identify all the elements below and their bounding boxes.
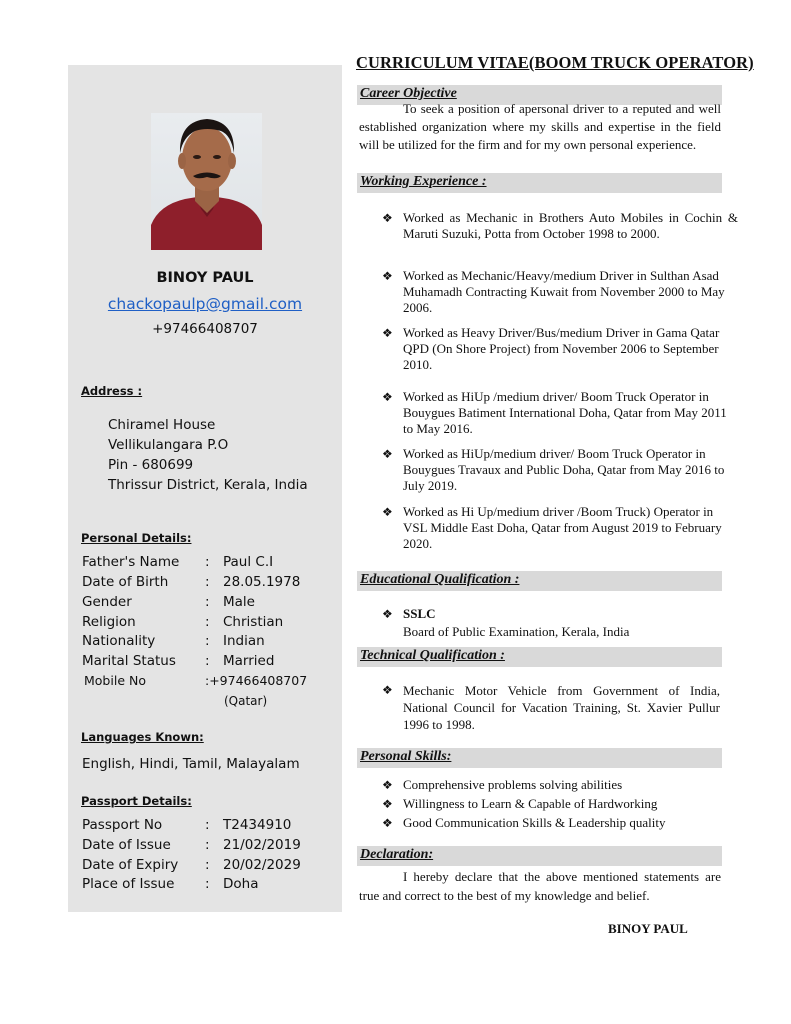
passport-value: Doha [223, 876, 259, 892]
detail-separator: : [205, 653, 210, 669]
mobile-note: (Qatar) [224, 694, 268, 708]
passport-heading: Passport Details: [81, 794, 192, 808]
detail-value: 28.05.1978 [223, 574, 301, 590]
languages-text: English, Hindi, Tamil, Malayalam [82, 756, 300, 772]
education-heading: Educational Qualification : [360, 572, 520, 587]
passport-separator: : [205, 817, 210, 833]
detail-separator: : [205, 574, 210, 590]
detail-value: Married [223, 653, 275, 669]
detail-label: Nationality [82, 633, 156, 649]
declaration-body: I hereby declare that the above mentioned statements are true and correct to the best of my knowledge and belief. [359, 869, 721, 903]
bullet-icon: ❖ [382, 816, 393, 830]
bullet-icon: ❖ [382, 211, 393, 225]
experience-text: Worked as Heavy Driver/Bus/medium Driver in Gama Qatar QPD (On Shore Project) from November 2006 to September 2010. [403, 325, 720, 372]
detail-label: Religion [82, 614, 136, 630]
passport-separator: : [205, 876, 210, 892]
skill-text: Willingness to Learn & Capable of Hardworking [403, 796, 658, 811]
bullet-icon: ❖ [382, 447, 393, 461]
languages-heading: Languages Known: [81, 730, 204, 744]
skill-text: Comprehensive problems solving abilities [403, 777, 623, 792]
document-title: CURRICULUM VITAE(BOOM TRUCK OPERATOR) [356, 53, 754, 72]
detail-value: Male [223, 594, 255, 610]
skill-text: Good Communication Skills & Leadership quality [403, 815, 666, 830]
detail-label: Marital Status [82, 653, 176, 669]
detail-separator: : [205, 594, 210, 610]
education-title: SSLC [403, 606, 436, 621]
experience-text: Worked as Hi Up/medium driver /Boom Truck) Operator in VSL Middle East Doha, Qatar from August 2019 to February 2020. [403, 504, 722, 551]
detail-label: Father's Name [82, 554, 180, 570]
passport-label: Date of Issue [82, 837, 171, 853]
declaration-text [359, 867, 721, 905]
address-line: Chiramel House [108, 417, 216, 433]
passport-value: T2434910 [223, 817, 292, 833]
education-header [357, 571, 722, 591]
passport-separator: : [205, 837, 210, 853]
detail-value: Christian [223, 614, 284, 630]
skills-header [357, 748, 722, 768]
signature-name: BINOY PAUL [608, 921, 688, 936]
bullet-icon: ❖ [382, 269, 393, 283]
phone-number: +97466408707 [152, 321, 258, 337]
bullet-icon: ❖ [382, 778, 393, 792]
bullet-icon: ❖ [382, 683, 393, 697]
passport-value: 20/02/2029 [223, 857, 301, 873]
career-objective-body: To seek a position of apersonal driver to a reputed and well established organization where my skills and expertise in the field will be utilized for the firm and for my own personal experience. [359, 101, 721, 152]
address-line: Vellikulangara P.O [108, 437, 229, 453]
working-experience-header [357, 173, 722, 193]
passport-label: Date of Expiry [82, 857, 179, 873]
address-line: Thrissur District, Kerala, India [108, 477, 308, 493]
experience-text: Worked as HiUp/medium driver/ Boom Truck Operator in Bouygues Travaux and Public Doha, Qatar from May 2016 to July 2019. [403, 446, 725, 493]
detail-separator: : [205, 614, 210, 630]
bullet-icon: ❖ [382, 797, 393, 811]
career-objective-text [359, 100, 721, 154]
technical-text: Mechanic Motor Vehicle from Government of India, National Council for Vacation Training, St. Xavier Pullur 1996 to 1998. [403, 683, 720, 732]
bullet-icon: ❖ [382, 390, 393, 404]
detail-separator: : [205, 633, 210, 649]
working-experience-heading: Working Experience : [360, 174, 487, 189]
profile-photo [151, 113, 262, 250]
experience-text: Worked as Mechanic/Heavy/medium Driver in Sulthan Asad Muhamadh Contracting Kuwait from November 2000 to May 2006. [403, 268, 725, 315]
passport-label: Place of Issue [82, 876, 175, 892]
detail-value: Paul C.I [223, 554, 274, 570]
technical-header [357, 647, 722, 667]
declaration-header [357, 846, 722, 866]
address-line: Pin - 680699 [108, 457, 194, 473]
detail-label: Date of Birth [82, 574, 169, 590]
passport-separator: : [205, 857, 210, 873]
education-detail: Board of Public Examination, Kerala, India [403, 624, 630, 639]
personal-details-heading: Personal Details: [81, 531, 192, 545]
candidate-name: BINOY PAUL [156, 270, 254, 286]
career-objective-heading: Career Objective [360, 86, 457, 101]
detail-label: Gender [82, 594, 132, 610]
bullet-icon: ❖ [382, 326, 393, 340]
bullet-icon: ❖ [382, 607, 393, 621]
email-link[interactable]: chackopaulp@gmail.com [107, 295, 303, 313]
mobile-value: :+97466408707 [205, 673, 308, 688]
mobile-label: Mobile No [84, 673, 146, 688]
passport-label: Passport No [82, 817, 163, 833]
address-heading: Address : [81, 384, 143, 398]
detail-separator: : [205, 554, 210, 570]
bullet-icon: ❖ [382, 505, 393, 519]
experience-text: Worked as Mechanic in Brothers Auto Mobiles in Cochin & Maruti Suzuki, Potta from October 1998 to 2000. [403, 210, 738, 241]
declaration-heading: Declaration: [360, 847, 434, 862]
technical-heading: Technical Qualification : [360, 648, 505, 663]
experience-text: Worked as HiUp /medium driver/ Boom Truck Operator in Bouygues Batiment International Doha, Qatar from May 2011 to May 2016. [403, 389, 727, 436]
passport-value: 21/02/2019 [223, 837, 301, 853]
detail-value: Indian [223, 633, 265, 649]
skills-heading: Personal Skills: [360, 749, 452, 764]
